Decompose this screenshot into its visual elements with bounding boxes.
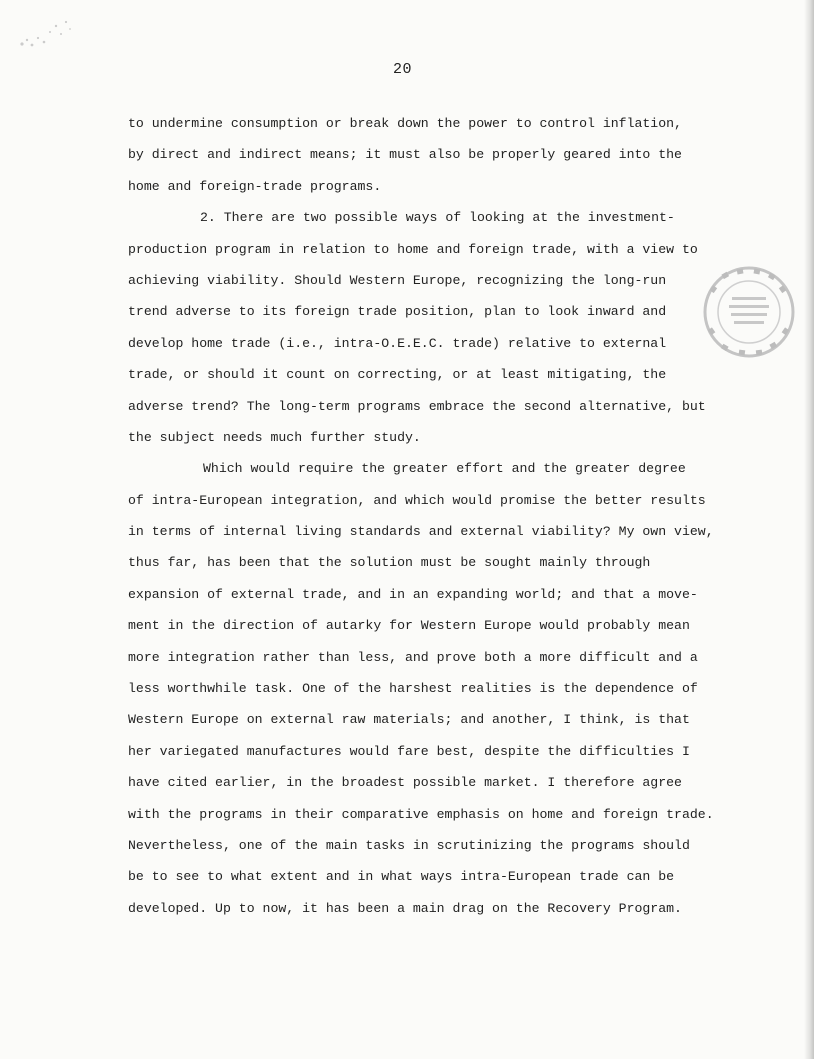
paragraph [128, 108, 728, 202]
text-line: thus far, has been that the solution must be sought mainly through [128, 555, 651, 571]
text-line: trade, or should it count on correcting, or at least mitigating, the [128, 367, 667, 383]
text-line: home and foreign-trade programs. [128, 178, 382, 194]
text-line: 2. There are two possible ways of looking at the investment- [200, 210, 675, 226]
text-line: production program in relation to home and foreign trade, with a view to [128, 241, 698, 257]
text-line: trend adverse to its foreign trade position, plan to look inward and [128, 304, 667, 320]
text-line: in terms of internal living standards and external viability? My own view, [128, 524, 714, 540]
text-line: develop home trade (i.e., intra-O.E.E.C. trade) relative to external [128, 335, 667, 351]
scan-smudge [14, 14, 78, 54]
text-line: Nevertheless, one of the main tasks in scrutinizing the programs should [128, 837, 690, 853]
text-line: achieving viability. Should Western Europe, recognizing the long-run [128, 272, 667, 288]
page-number: 20 [393, 61, 413, 78]
paragraph [128, 202, 728, 453]
text-line: less worthwhile task. One of the harshest realities is the dependence of [128, 681, 698, 697]
text-line: be to see to what extent and in what ways intra-European trade can be [128, 869, 675, 885]
text-line: Which would require the greater effort and the greater degree [203, 461, 686, 477]
text-line: to undermine consumption or break down the power to control inflation, [128, 116, 682, 131]
text-line: developed. Up to now, it has been a main drag on the Recovery Program. [128, 900, 682, 916]
text-line: with the programs in their comparative emphasis on home and foreign trade. [128, 806, 714, 822]
body-text [128, 108, 728, 924]
text-line: have cited earlier, in the broadest possible market. I therefore agree [128, 775, 682, 791]
text-line: Western Europe on external raw materials; and another, I think, is that [128, 712, 690, 728]
text-line: by direct and indirect means; it must also be properly geared into the [128, 147, 682, 163]
text-line: more integration rather than less, and prove both a more difficult and a [128, 649, 698, 665]
text-line: of intra-European integration, and which would promise the better results [128, 492, 706, 508]
text-line: the subject needs much further study. [128, 429, 421, 445]
text-line: her variegated manufactures would fare best, despite the difficulties I [128, 743, 690, 759]
text-line: expansion of external trade, and in an expanding world; and that a move- [128, 586, 698, 602]
scan-edge-shadow [804, 0, 814, 1059]
paragraph [128, 453, 728, 924]
text-line: adverse trend? The long-term programs embrace the second alternative, but [128, 398, 706, 414]
text-line: ment in the direction of autarky for Western Europe would probably mean [128, 618, 690, 634]
archive-stamp [702, 265, 796, 359]
